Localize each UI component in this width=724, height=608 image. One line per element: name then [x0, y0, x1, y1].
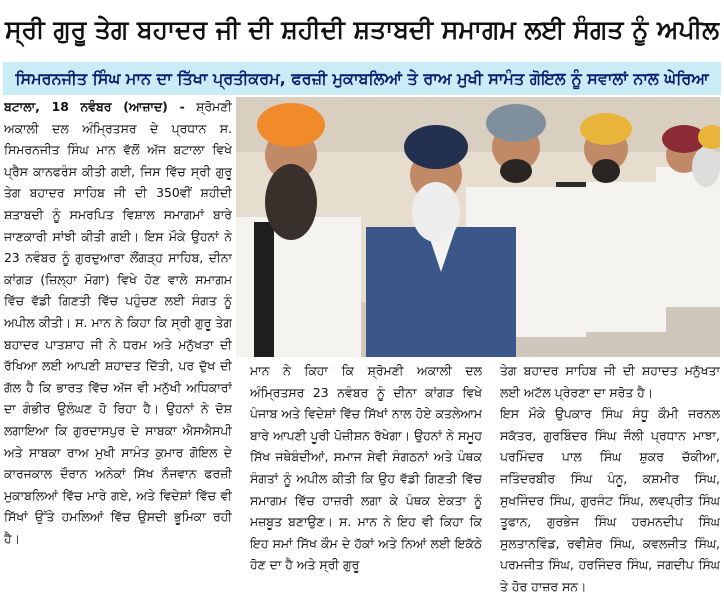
- column-3-attendees: ਇਸ ਮੌਕੇ ਉਪਕਾਰ ਸਿੰਘ ਸੰਧੂ ਕੌਮੀ ਜਰਨਲ ਸਕੱਤਰ, ਗੁਰਬਿੰਦਰ ਸਿੰਘ ਜੌਲੀ ਪ੍ਰਧਾਨ ਮਾਝਾ, ਪਰਮਿੰਦਰ ਪਾਲ ਸਿੰਘ ਸ਼ੁਕਰ ਚੱਕੀਆ, ਜਤਿੰਦਰਬੀਰ ਸਿੰਘ ਪੰਨੂ, ਕਸ਼ਮੀਰ ਸਿੰਘ, ਸੁਖਜਿੰਦਰ ਸਿੰਘ, ਗੁਰਜੰਟ ਸਿੰਘ, ਲਵਪ੍ਰੀਤ ਸਿੰਘ ਤੂਫਾਨ, ਗੁਰਭੇਜ ਸਿੰਘ ਹਰਮਨਦੀਪ ਸਿੰਘ ਸੁਲਤਾਨਵਿੰਡ, ਰਵੀਸ਼ੇਰ ਸਿੰਘ, ਕਵਲਜੀਤ ਸਿੰਘ, ਪਰਮਜੀਤ ਸਿੰਘ, ਹਰਜਿੰਦਰ ਸਿੰਘ, ਜਗਦੀਪ ਸਿੰਘ ਤੇ ਹੋਰ ਹਾਜ਼ਰ ਸਨ।: [500, 406, 720, 594]
- article-column-1: [4, 96, 232, 606]
- press-conference-photo: [236, 97, 720, 357]
- article-body-1: [4, 96, 232, 549]
- column-3-intro: ਤੇਗ ਬਹਾਦਰ ਸਾਹਿਬ ਜੀ ਦੀ ਸ਼ਹਾਦਤ ਮਨੁੱਖਤਾ ਲਈ ਅਟੱਲ ਪ੍ਰੇਰਣਾ ਦਾ ਸਰੋਤ ਹੈ।: [500, 363, 720, 400]
- column-1-text: ਸ਼੍ਰੋਮਣੀ ਅਕਾਲੀ ਦਲ ਅੰਮ੍ਰਿਤਸਰ ਦੇ ਪ੍ਰਧਾਨ ਸ. ਸਿਮਰਨਜੀਤ ਸਿੰਘ ਮਾਨ ਵੱਲੋਂ ਅੱਜ ਬਟਾਲਾ ਵਿਖੇ ਪ੍ਰੈਸ ਕਾਨਫਰੰਸ ਕੀਤੀ ਗਈ, ਜਿਸ ਵਿੱਚ ਸ੍ਰੀ ਗੁਰੂ ਤੇਗ ਬਹਾਦਰ ਸਾਹਿਬ ਜੀ ਦੀ 350ਵੀਂ ਸ਼ਹੀਦੀ ਸ਼ਤਾਬਦੀ ਨੂੰ ਸਮਰਪਿਤ ਵਿਸ਼ਾਲ ਸਮਾਗਮਾਂ ਬਾਰੇ ਜਾਣਕਾਰੀ ਸਾਂਝੀ ਕੀਤੀ ਗਈ। ਇਸ ਮੌਕੇ ਉਹਨਾਂ ਨੇ 23 ਨਵੰਬਰ ਨੂੰ ਗੁਰਦੁਆਰਾ ਲੌਂਗੜ੍ਹ ਸਾਹਿਬ, ਦੀਨਾ ਕਾਂਗੜ (ਜ਼ਿਲ੍ਹਾ ਮੋਗਾ) ਵਿਖੇ ਹੋਣ ਵਾਲੇ ਸਮਾਗਮ ਵਿੱਚ ਵੱਡੀ ਗਿਣਤੀ ਵਿੱਚ ਪਹੁੰਚਣ ਲਈ ਸੰਗਤ ਨੂੰ ਅਪੀਲ ਕੀਤੀ। ਸ. ਮਾਨ ਨੇ ਕਿਹਾ ਕਿ ਸ੍ਰੀ ਗੁਰੂ ਤੇਗ ਬਹਾਦਰ ਪਾਤਸ਼ਾਹ ਜੀ ਨੇ ਧਰਮ ਅਤੇ ਮਨੁੱਖਤਾ ਦੀ ਰੱਖਿਆ ਲਈ ਆਪਣੀ ਸ਼ਹਾਦਤ ਦਿੱਤੀ, ਪਰ ਦੁੱਖ ਦੀ ਗੱਲ ਹੈ ਕਿ ਭਾਰਤ ਵਿੱਚ ਅੱਜ ਵੀ ਮਨੁੱਖੀ ਅਧਿਕਾਰਾਂ ਦਾ ਗੰਭੀਰ ਉਲੰਘਣ ਹੋ ਰਿਹਾ ਹੈ। ਉਹਨਾਂ ਨੇ ਦੋਸ਼ ਲਗਾਇਆ ਕਿ ਗੁਰਦਾਸਪੁਰ ਦੇ ਸਾਬਕਾ ਐਸਐਸਪੀ ਅਤੇ ਸਾਬਕਾ ਰਾਅ ਮੁਖੀ ਸਾਮੰਤ ਕੁਮਾਰ ਗੋਇਲ ਦੇ ਕਾਰਜਕਾਲ ਦੌਰਾਨ ਅਨੇਕਾਂ ਸਿੱਖ ਨੌਜਵਾਨ ਫਰਜ਼ੀ ਮੁਕਾਬਲਿਆਂ ਵਿੱਚ ਮਾਰੇ ਗਏ, ਅਤੇ ਵਿਦੇਸ਼ਾਂ ਵਿੱਚ ਵੀ ਸਿੱਖਾਂ ਉੱਤੇ ਹਮਲਿਆਂ ਵਿੱਚ ਉਸਦੀ ਭੂਮਿਕਾ ਰਹੀ ਹੈ।: [4, 99, 232, 546]
- dateline: ਬਟਾਲਾ, 18 ਨਵੰਬਰ (ਆਜ਼ਾਦ) -: [4, 99, 185, 114]
- column-2-text: ਮਾਨ ਨੇ ਕਿਹਾ ਕਿ ਸ਼੍ਰੋਮਣੀ ਅਕਾਲੀ ਦਲ ਅੰਮ੍ਰਿਤਸਰ 23 ਨਵੰਬਰ ਨੂੰ ਦੀਨਾ ਕਾਂਗੜ ਵਿਖੇ ਪੰਜਾਬ ਅਤੇ ਵਿਦੇਸ਼ਾਂ ਵਿੱਚ ਸਿੱਖਾਂ ਨਾਲ ਹੋਏ ਕਤਲੇਆਮ ਬਾਰੇ ਆਪਣੀ ਪੂਰੀ ਪੋਜ਼ੀਸ਼ਨ ਰੱਖੇਗਾ। ਉਹਨਾਂ ਨੇ ਸਮੂਹ ਸਿੱਖ ਜਥੇਬੰਦੀਆਂ, ਸਮਾਜ ਸੇਵੀ ਸੰਗਠਨਾਂ ਅਤੇ ਪੰਥਕ ਸੰਗਤਾਂ ਨੂੰ ਅਪੀਲ ਕੀਤੀ ਕਿ ਉਹ ਵੱਡੀ ਗਿਣਤੀ ਵਿੱਚ ਸਮਾਗਮ ਵਿੱਚ ਹਾਜ਼ਰੀ ਲਗਾ ਕੇ ਪੰਥਕ ਏਕਤਾ ਨੂੰ ਮਜ਼ਬੂਤ ਬਣਾਉਣ। ਸ. ਮਾਨ ਨੇ ਇਹ ਵੀ ਕਿਹਾ ਕਿ ਇਹ ਸਮਾਂ ਸਿੱਖ ਕੌਮ ਦੇ ਹੱਕਾਂ ਅਤੇ ਨਿਆਂ ਲਈ ਇਕੱਠੇ ਹੋਣ ਦਾ ਹੈ ਅਤੇ ਸ੍ਰੀ ਗੁਰੂ: [250, 363, 482, 573]
- subheadline-banner: ਸਿਮਰਨਜੀਤ ਸਿੰਘ ਮਾਨ ਦਾ ਤਿੱਖਾ ਪ੍ਰਤੀਕਰਮ, ਫਰਜ਼ੀ ਮੁਕਾਬਲਿਆਂ ਤੇ ਰਾਅ ਮੁਖੀ ਸਾਮੰਤ ਗੋਇਲ ਨੂੰ ਸਵਾਲਾਂ ਨਾਲ ਘੇਰਿਆ: [3, 62, 721, 95]
- photo-illustration: [236, 97, 720, 357]
- headline: ਸ੍ਰੀ ਗੁਰੂ ਤੇਗ ਬਹਾਦਰ ਜੀ ਦੀ ਸ਼ਹੀਦੀ ਸ਼ਤਾਬਦੀ ਸਮਾਗਮ ਲਈ ਸੰਗਤ ਨੂੰ ਅਪੀਲ: [4, 15, 720, 44]
- article-column-3: [500, 360, 720, 606]
- article-column-2: [250, 360, 482, 606]
